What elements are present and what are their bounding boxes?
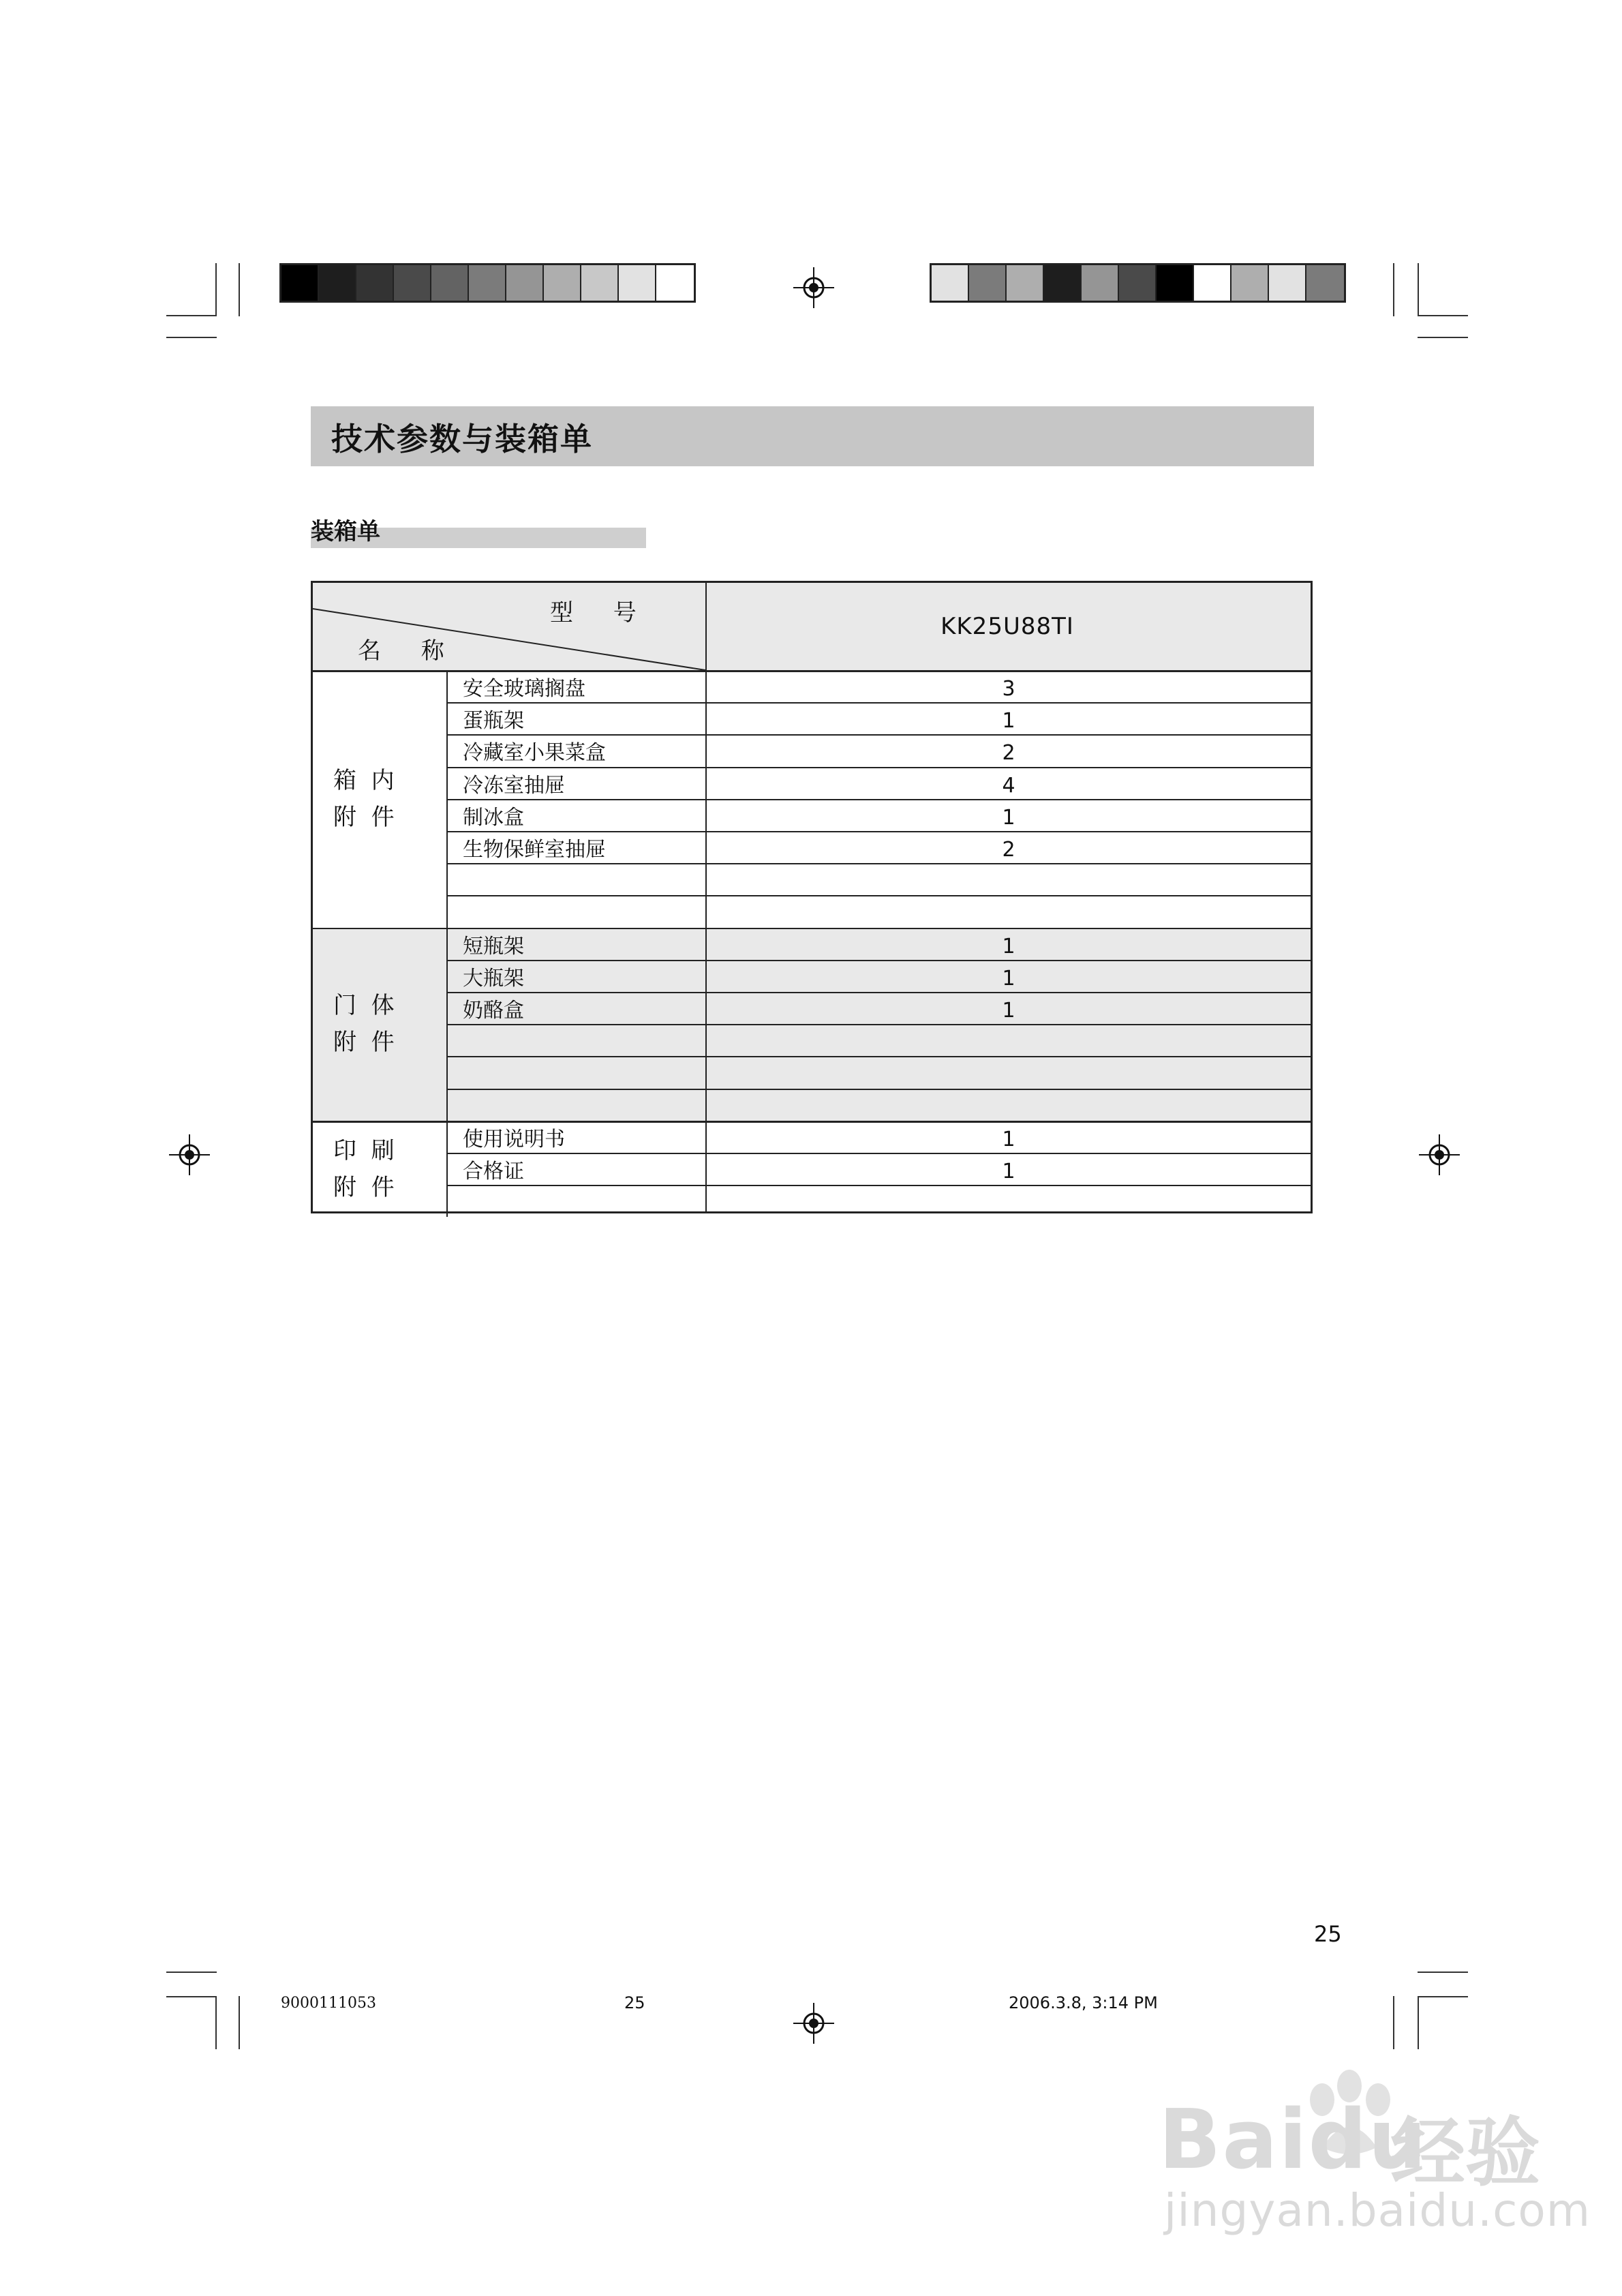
group-label <box>333 987 395 1061</box>
color-swatch <box>356 265 394 301</box>
color-calibration-strip-left <box>279 263 696 303</box>
color-swatch <box>619 265 656 301</box>
color-swatch <box>281 265 319 301</box>
color-swatch <box>394 265 431 301</box>
footer-page: 25 <box>624 1993 645 2012</box>
item-quantity: 4 <box>1002 773 1015 798</box>
group-label-line2: 附 件 <box>333 803 395 831</box>
packing-list-table <box>311 581 1313 1213</box>
model-number: KK25U88TI <box>940 613 1074 640</box>
registration-mark-right-icon <box>1419 1134 1460 1175</box>
watermark-brand-latin: Baidu <box>1159 2093 1428 2188</box>
item-quantity: 2 <box>1002 741 1015 766</box>
column-divider <box>446 1121 448 1218</box>
group-label-line1: 箱 内 <box>333 766 395 794</box>
item-name: 合格证 <box>463 1160 524 1183</box>
row-divider <box>446 1089 1311 1090</box>
item-quantity: 1 <box>1002 709 1015 734</box>
header-divider <box>313 670 1311 672</box>
color-swatch <box>431 265 469 301</box>
section-title: 技术参数与装箱单 <box>331 421 593 457</box>
color-swatch <box>506 265 544 301</box>
item-name: 安全玻璃搁盘 <box>463 677 585 701</box>
watermark-url: jingyan.baidu.com <box>1164 2184 1591 2237</box>
color-swatch <box>1044 265 1082 301</box>
item-name: 冷藏室小果菜盒 <box>463 741 606 766</box>
registration-mark-left-icon <box>169 1134 210 1175</box>
registration-mark-top-icon <box>793 267 834 308</box>
section-header-bar <box>311 406 1314 466</box>
row-divider <box>446 702 1311 704</box>
color-swatch <box>1231 265 1269 301</box>
color-swatch <box>932 265 969 301</box>
color-swatch <box>1119 265 1157 301</box>
group-label-line1: 门 体 <box>333 992 395 1020</box>
registration-mark-bottom-icon <box>793 2003 834 2044</box>
item-name: 奶酪盒 <box>463 999 524 1023</box>
row-divider <box>446 799 1311 800</box>
color-swatch <box>544 265 581 301</box>
item-quantity: 1 <box>1002 805 1015 830</box>
item-quantity: 1 <box>1002 966 1015 991</box>
item-name: 大瓶架 <box>463 966 524 991</box>
watermark-brand-cn: 经验 <box>1390 2109 1540 2196</box>
color-swatch <box>969 265 1007 301</box>
row-divider <box>446 895 1311 896</box>
color-swatch <box>469 265 506 301</box>
item-quantity: 1 <box>1002 999 1015 1023</box>
item-quantity: 2 <box>1002 838 1015 862</box>
footer-datetime: 2006.3.8, 3:14 PM <box>1009 1993 1158 2012</box>
group-label-line2: 附 件 <box>333 1029 395 1057</box>
color-swatch <box>1269 265 1306 301</box>
subsection-title: 装箱单 <box>311 518 380 545</box>
item-name: 使用说明书 <box>463 1127 565 1151</box>
row-divider <box>446 1056 1311 1057</box>
row-divider <box>446 960 1311 961</box>
group-label-line1: 印 刷 <box>333 1136 395 1164</box>
item-name: 生物保鲜室抽屉 <box>463 838 606 862</box>
color-swatch <box>656 265 694 301</box>
header-model-label: 型 号 <box>550 599 637 626</box>
column-divider-qty <box>705 583 707 1211</box>
row-divider <box>446 992 1311 993</box>
row-divider <box>446 767 1311 768</box>
row-divider <box>446 1185 1311 1186</box>
page-number: 25 <box>1314 1921 1342 1947</box>
color-swatch <box>1007 265 1044 301</box>
color-calibration-strip-right <box>930 263 1346 303</box>
color-swatch <box>1082 265 1119 301</box>
item-name: 冷冻室抽屉 <box>463 773 565 798</box>
group-label <box>333 1132 395 1206</box>
group-label-line2: 附 件 <box>333 1173 395 1201</box>
row-divider <box>446 1153 1311 1154</box>
item-quantity: 1 <box>1002 1127 1015 1151</box>
item-name: 蛋瓶架 <box>463 709 524 734</box>
group-label <box>333 762 395 836</box>
color-swatch <box>319 265 356 301</box>
item-quantity: 1 <box>1002 934 1015 958</box>
header-name-label: 名 称 <box>358 637 444 665</box>
color-swatch <box>1194 265 1231 301</box>
item-quantity: 3 <box>1002 677 1015 701</box>
color-swatch <box>1306 265 1344 301</box>
item-name: 制冰盒 <box>463 805 524 830</box>
color-swatch <box>581 265 619 301</box>
color-swatch <box>1157 265 1194 301</box>
row-divider <box>446 863 1311 864</box>
item-quantity: 1 <box>1002 1160 1015 1183</box>
item-name: 短瓶架 <box>463 934 524 958</box>
row-divider <box>446 1024 1311 1025</box>
footer-doc-code: 9000111053 <box>281 1995 376 2012</box>
